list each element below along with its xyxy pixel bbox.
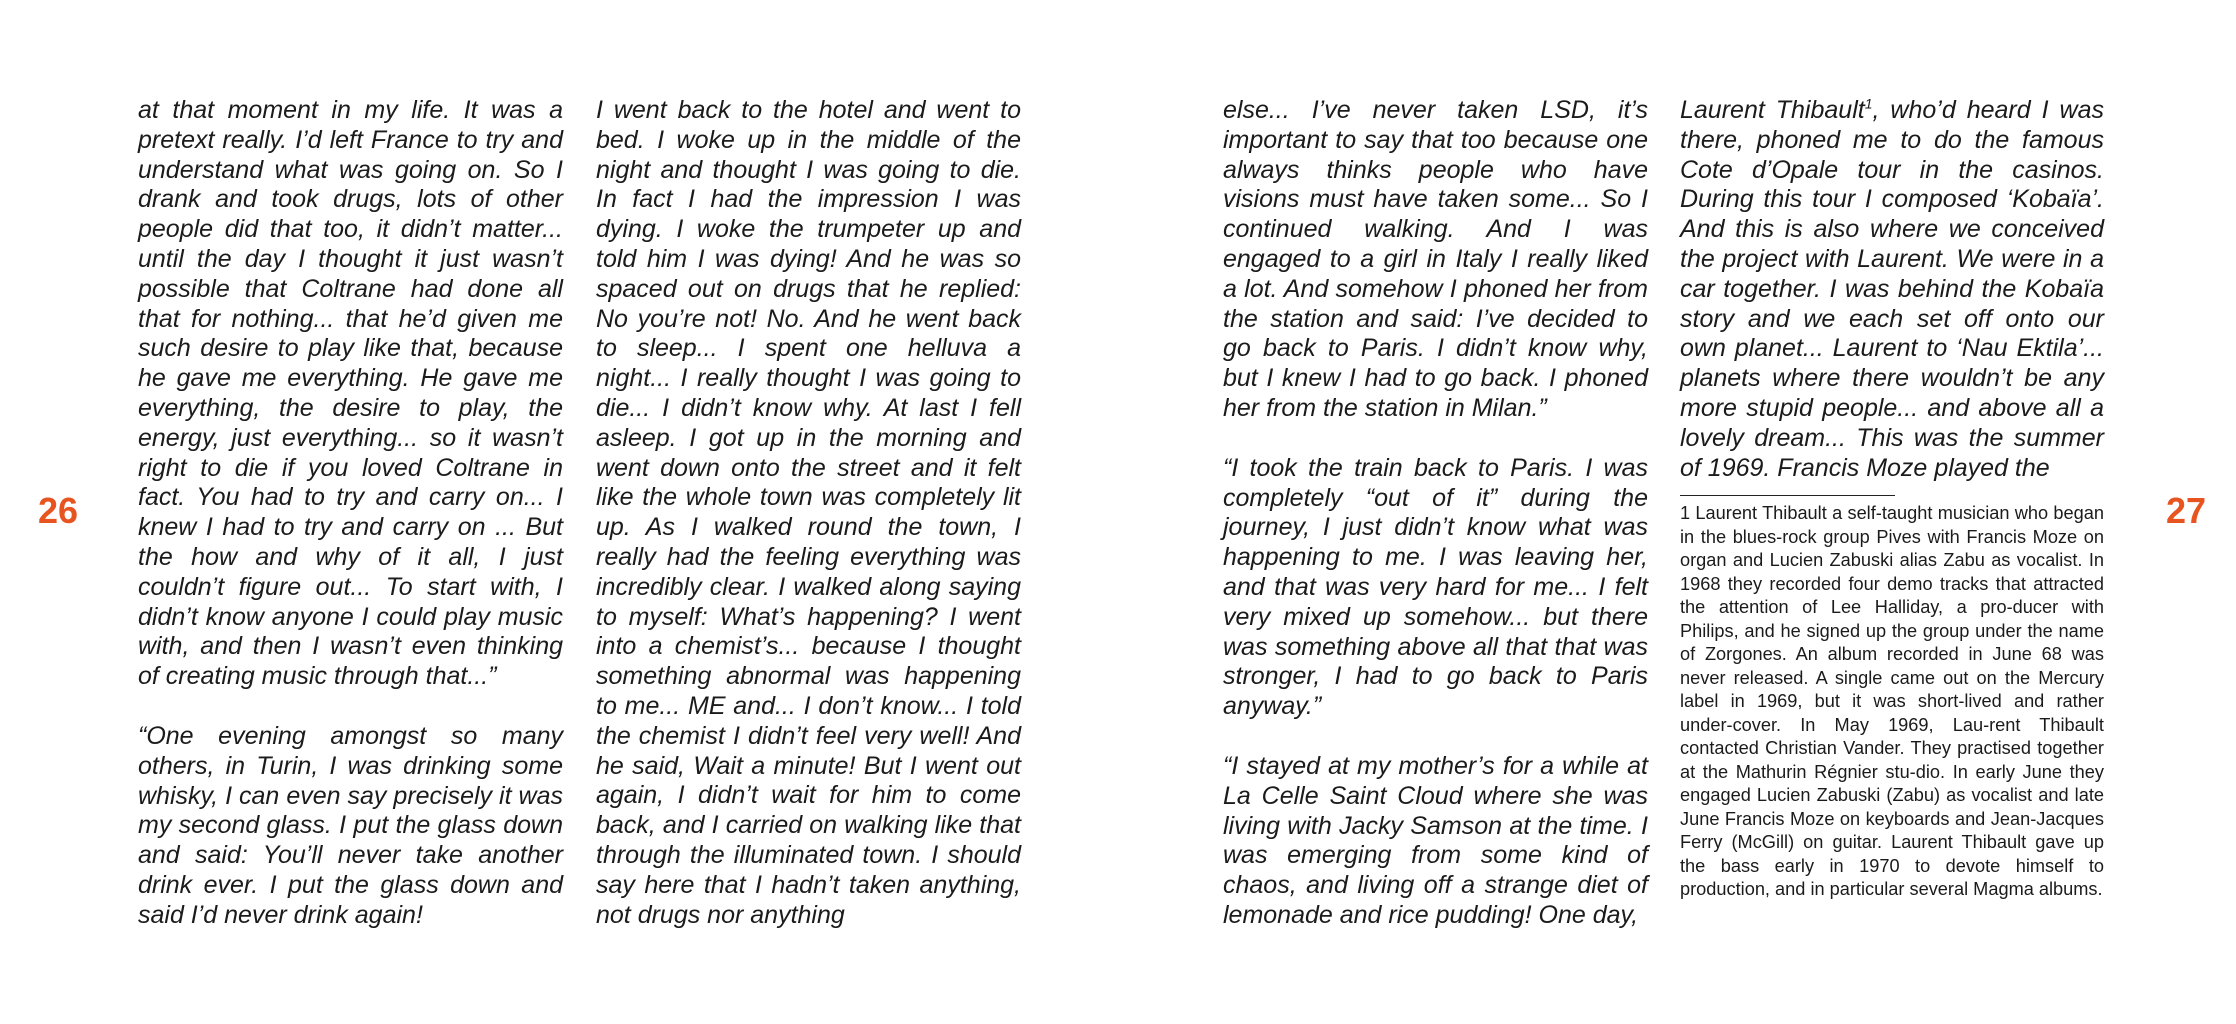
text-column-1 bbox=[138, 96, 563, 931]
paragraph: else... I’ve never taken LSD, it’s important to say that too because one always thinks people who have visions must have taken some... So I continued walking. And I was engaged to a girl in Italy I really liked a lot. And somehow I phoned her from the station and said: I’ve decided to go back to Paris. I didn’t know why, but I knew I had to go back. I phoned her from the station in Milan.” bbox=[1223, 96, 1648, 422]
paragraph-start: Laurent Thibault bbox=[1680, 96, 1865, 124]
footnote: 1 Laurent Thibault a self-taught musician who began in the blues-rock group Pives with Francis Moze on organ and Lucien Zabuski alias Zabu as vocalist. In 1968 they recorded four demo tracks that attracted the attention of Lee Halliday, a pro-ducer with Philips, and he signed up the group under the name of Zorgones. An album recorded in June 68 was never released. A single came out on the Mercury label in 1969, but it was short-lived and rather under-cover. In May 1969, Lau-rent Thibault contacted Christian Vander. They practised together at the Mathurin Régnier stu-dio. In early June they engaged Lucien Zabuski (Zabu) as vocalist and late June Francis Moze on keyboards and Jean-Jacques Ferry (McGill) on guitar. Laurent Thibault gave up the bass early in 1970 to devote himself to production, and in particular several Magma albums. bbox=[1680, 503, 2104, 899]
paragraph: I went back to the hotel and went to bed. I woke up in the middle of the night and thought I was going to die. In fact I had the impression I was dying. I woke the trumpeter up and told him I was dying! And he was so spaced out on drugs that he replied: No you’re not! No. And he went back to sleep... I spent one helluva a night... I really thought I was going to die... I didn’t know why. At last I fell asleep. I got up in the morning and went down onto the street and it felt like the whole town was completely lit up. As I walked round the town, I really had the feeling everything was incredibly clear. I walked along saying to myself: What’s happening? I went into a chemist’s... because I thought something abnormal was happening to me... ME and... I don’t know... I told the chemist I didn’t feel very well! And he said, Wait a minute! But I went out again, I didn’t wait for him to come back, and I carried on walking like that through the illuminated town. I should say here that I hadn’t taken anything, not drugs nor anything bbox=[596, 96, 1021, 929]
paragraph-rest: , who’d heard I was there, phoned me to do the famous Cote d’Opale tour in the casinos. During this tour I composed ‘Kobaïa’. And this is also where we conceived the project with Laurent. We were in a car together. I was behind the Kobaïa story and we each set off onto our own planet... Laurent to ‘Nau Ektila’... planets where there wouldn’t be any more stupid people... and above all a lovely dream... This was the summer of 1969. Francis Moze played the bbox=[1680, 96, 2104, 482]
paragraph: at that moment in my life. It was a pretext really. I’d left France to try and understand what was going on. So I drank and took drugs, lots of other people did that too, it didn’t matter... until the day I thought it just wasn’t possible that Coltrane had done all that for nothing... that he’d given me such desire to play like that, because he gave me everything. He gave me everything, the desire to play, the energy, just everything... so it wasn’t right to die if you loved Coltrane in fact. You had to try and carry on... I knew I had to try and carry on ... But the how and why of it all, I just couldn’t figure out... To start with, I didn’t know anyone I could play music with, and then I wasn’t even thinking of creating music through that...” bbox=[138, 96, 563, 691]
paragraph: “One evening amongst so many others, in Turin, I was drinking some whisky, I can even say precisely it was my second glass. I put the glass down and said: You’ll never take another drink ever. I put the glass down and said I’d never drink again! bbox=[138, 721, 563, 929]
text-column-2 bbox=[596, 96, 1021, 930]
text-column-3 bbox=[1223, 96, 1648, 931]
footnote-marker[interactable]: 1 bbox=[1864, 95, 1873, 112]
paragraph bbox=[1680, 96, 2104, 483]
page-number-left: 26 bbox=[38, 490, 79, 531]
paragraph: “I stayed at my mother’s for a while at La Celle Saint Cloud where she was living with Jacky Samson at the time. I was emerging from some kind of chaos, and living off a strange diet of lemonade and rice pudding! One day, bbox=[1223, 751, 1648, 929]
paragraph: “I took the train back to Paris. I was completely “out of it” during the journey, I just didn’t know what was happening to me. I was leaving her, and that was very hard for me... I felt very mixed up somehow... but there was something above all that that was stronger, I had to go back to Paris anyway.” bbox=[1223, 453, 1648, 721]
page-number-right: 27 bbox=[2166, 490, 2207, 531]
footnote-divider bbox=[1680, 495, 1895, 496]
text-column-4 bbox=[1680, 96, 2104, 483]
